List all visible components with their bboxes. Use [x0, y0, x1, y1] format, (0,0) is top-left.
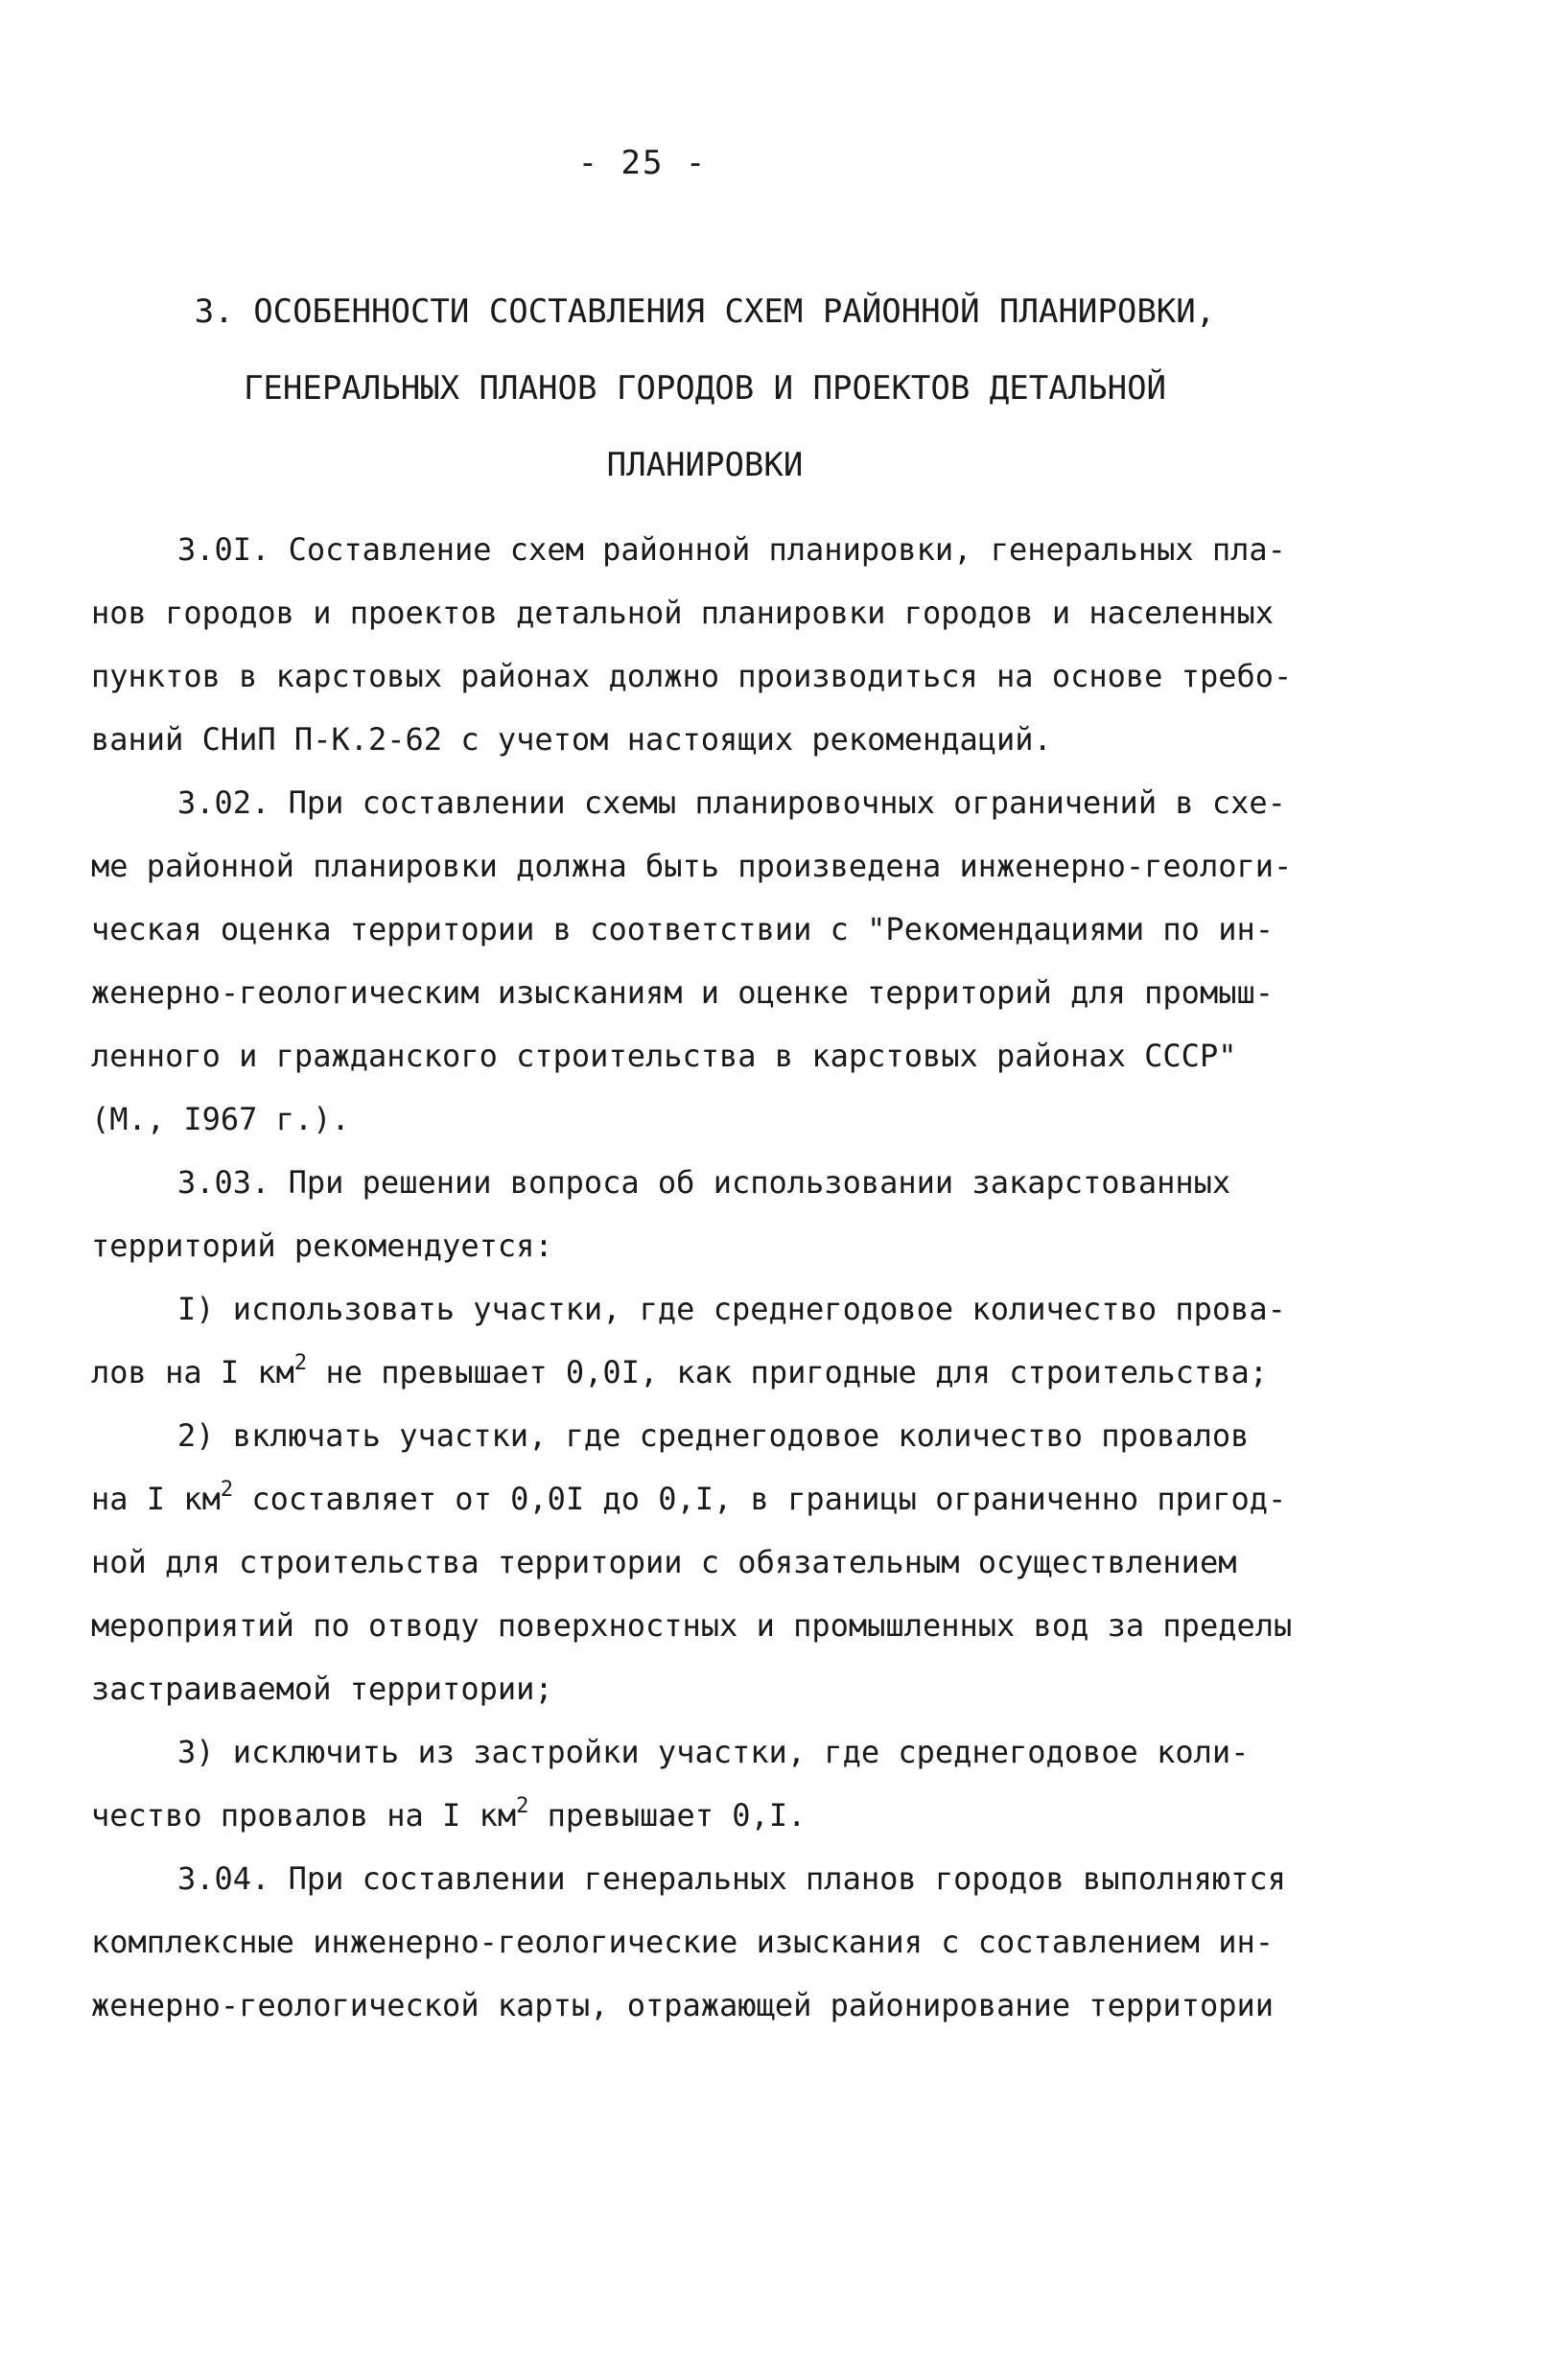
paragraph-3-02-line-1: 3.02. При составлении схемы планировочных ограничений в схе-: [177, 784, 1286, 821]
paragraph-3-02-line-4: женерно-геологическим изысканиям и оценке территорий для промыш-: [91, 974, 1274, 1011]
paragraph-3-01-line-2: нов городов и проектов детальной планировки городов и населенных: [91, 595, 1274, 631]
list-item-3-text-a: чество провалов на I км: [91, 1797, 517, 1834]
superscript-2: 2: [516, 1794, 529, 1818]
list-item-3-line-1: 3) исключить из застройки участки, где среднегодовое коли-: [177, 1734, 1250, 1770]
paragraph-3-04-line-3: женерно-геологической карты, отражающей районирование территории: [91, 1987, 1274, 2023]
list-item-2-text-a: на I км: [91, 1481, 221, 1517]
heading-line-1: 3. ОСОБЕННОСТИ СОСТАВЛЕНИЯ СХЕМ РАЙОННОЙ ПЛАНИРОВКИ,: [194, 292, 1216, 331]
heading-line-2: ГЕНЕРАЛЬНЫХ ПЛАНОВ ГОРОДОВ И ПРОЕКТОВ ДЕТАЛЬНОЙ: [243, 369, 1167, 408]
paragraph-3-03-line-1: 3.03. При решении вопроса об использовании закарстованных: [177, 1164, 1231, 1201]
paragraph-3-02-line-5: ленного и гражданского строительства в карстовых районах СССР": [91, 1038, 1237, 1074]
list-item-1-text-b: не превышает 0,0I, как пригодные для строительства;: [307, 1354, 1268, 1390]
page-number: - 25 -: [577, 144, 708, 182]
list-item-1-text-a: лов на I км: [91, 1354, 294, 1390]
body-text: [91, 518, 1328, 2037]
heading-line-3: ПЛАНИРОВКИ: [606, 446, 804, 484]
paragraph-3-03-line-2: территорий рекомендуется:: [91, 1227, 553, 1264]
paragraph-3-04-line-1: 3.04. При составлении генеральных планов городов выполняются: [177, 1860, 1286, 1897]
list-item-2-line-3: ной для строительства территории с обязательным осуществлением: [91, 1544, 1237, 1580]
list-item-2-line-2: [91, 1467, 1328, 1530]
list-item-3-text-b: превышает 0,I.: [528, 1797, 807, 1834]
paragraph-3-04-line-2: комплексные инженерно-геологические изыскания с составлением ин-: [91, 1924, 1274, 1960]
list-item-2-line-1: 2) включать участки, где среднегодовое количество провалов: [177, 1417, 1250, 1454]
list-item-3-line-2: [91, 1784, 1328, 1847]
list-item-1-line-1: I) использовать участки, где среднегодовое количество прова-: [177, 1291, 1286, 1327]
paragraph-3-02-line-2: ме районной планировки должна быть произведена инженерно-геологи-: [91, 848, 1293, 884]
superscript-2: 2: [220, 1478, 234, 1502]
paragraph-3-01-line-3: пунктов в карстовых районах должно производиться на основе требо-: [91, 658, 1293, 694]
paragraph-3-02-line-3: ческая оценка территории в соответствии с "Рекомендациями по ин-: [91, 911, 1274, 947]
superscript-2: 2: [293, 1351, 308, 1375]
list-item-1-line-2: [91, 1341, 1328, 1404]
paragraph-3-01-line-1: 3.0I. Составление схем районной планировки, генеральных пла-: [177, 531, 1286, 568]
paragraph-3-01-line-4: ваний СНиП П-К.2-62 с учетом настоящих рекомендаций.: [91, 721, 1052, 758]
paragraph-3-02-line-6: (М., I967 г.).: [91, 1101, 350, 1137]
list-item-2-text-b: составляет от 0,0I до 0,I, в границы ограниченно пригод-: [233, 1481, 1287, 1517]
section-heading: [173, 273, 1237, 503]
list-item-2-line-4: мероприятий по отводу поверхностных и промышленных вод за пределы: [91, 1607, 1293, 1644]
list-item-2-line-5: застраиваемой территории;: [91, 1671, 553, 1707]
